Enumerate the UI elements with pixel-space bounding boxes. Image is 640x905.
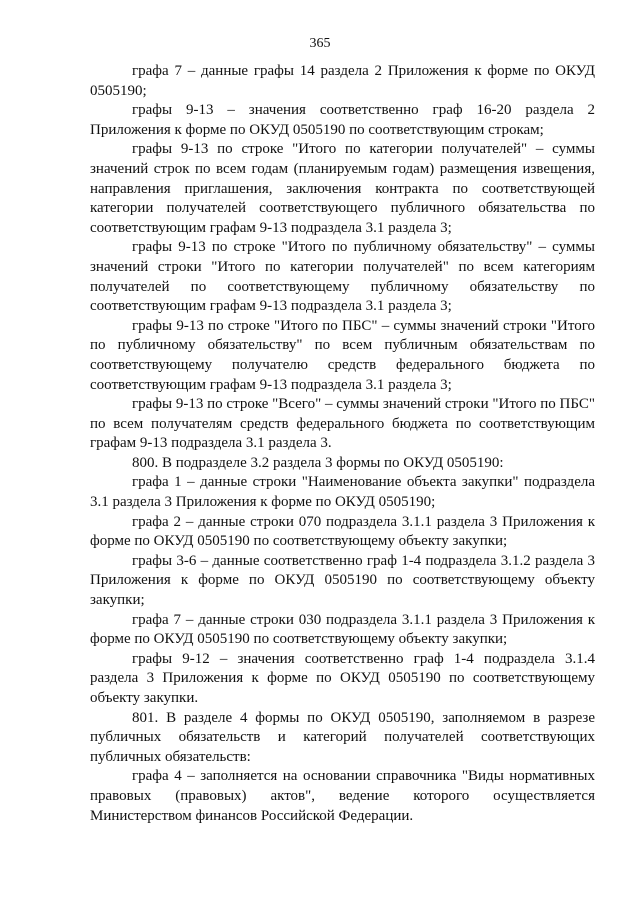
paragraph: графы 9-12 – значения соответственно граф 1-4 подраздела 3.1.4 раздела 3 Приложения к форме по ОКУД 0505190 по соответствующему объекту закупки. bbox=[90, 650, 595, 706]
paragraph: графы 9-13 по строке "Итого по категории получателей" – суммы значений строк по всем годам (планируемым годам) размещения извещения, направления приглашения, заключения контракта по соответствующей категории получателей соответствующего публичного обязательства по соответствующим графам 9-13 подраздела 3.1 раздела 3; bbox=[90, 141, 595, 236]
page-number: 365 bbox=[309, 36, 331, 51]
paragraph: графа 4 – заполняется на основании справочника "Виды нормативных правовых (правовых) актов", ведение которого осуществляется Министерством финансов Российской Федерации. bbox=[90, 768, 595, 824]
section-800-heading: 800. В подразделе 3.2 раздела 3 формы по ОКУД 0505190: bbox=[132, 454, 504, 471]
paragraph: графы 9-13 – значения соответственно граф 16-20 раздела 2 Приложения к форме по ОКУД 0505190 по соответствующим строкам; bbox=[90, 102, 595, 138]
paragraph: графа 7 – данные строки 030 подраздела 3.1.1 раздела 3 Приложения к форме по ОКУД 0505190 по соответствующему объекту закупки; bbox=[90, 611, 595, 648]
paragraph: графа 7 – данные графы 14 раздела 2 Приложения к форме по ОКУД 0505190; bbox=[90, 63, 595, 99]
paragraph: графы 3-6 – данные соответственно граф 1-4 подраздела 3.1.2 раздела 3 Приложения к форме по ОКУД 0505190 по соответствующему объекту закупки; bbox=[90, 552, 595, 609]
paragraph: графы 9-13 по строке "Итого по ПБС" – суммы значений строки "Итого по публичному обязательству" по всем публичным обязательствам по соответствующему получателю средств федерального бюджета по соответствующим графам 9-13 подраздела 3.1 раздела 3; bbox=[90, 317, 595, 393]
paragraph: графы 9-13 по строке "Всего" – суммы значений строки "Итого по ПБС" по всем получателям средств федерального бюджета по соответствующим графам 9-13 подраздела 3.1 раздела 3. bbox=[90, 396, 595, 452]
paragraph: графа 2 – данные строки 070 подраздела 3.1.1 раздела 3 Приложения к форме по ОКУД 0505190 по соответствующему объекту закупки; bbox=[90, 513, 595, 550]
paragraph: графы 9-13 по строке "Итого по публичному обязательству" – суммы значений строки "Итого по категории получателей" по всем категориям получателей по соответствующему публичному обязательству по соответствующим графам 9-13 подраздела 3.1 раздела 3; bbox=[90, 239, 595, 315]
paragraph: графа 1 – данные строки "Наименование объекта закупки" подраздела 3.1 раздела 3 Приложения к форме по ОКУД 0505190; bbox=[90, 474, 595, 511]
section-801-heading: 801. В разделе 4 формы по ОКУД 0505190, заполняемом в разрезе публичных обязательств и категорий получателей соответствующих публичных обязательств: bbox=[90, 709, 595, 765]
document-body bbox=[90, 62, 595, 826]
